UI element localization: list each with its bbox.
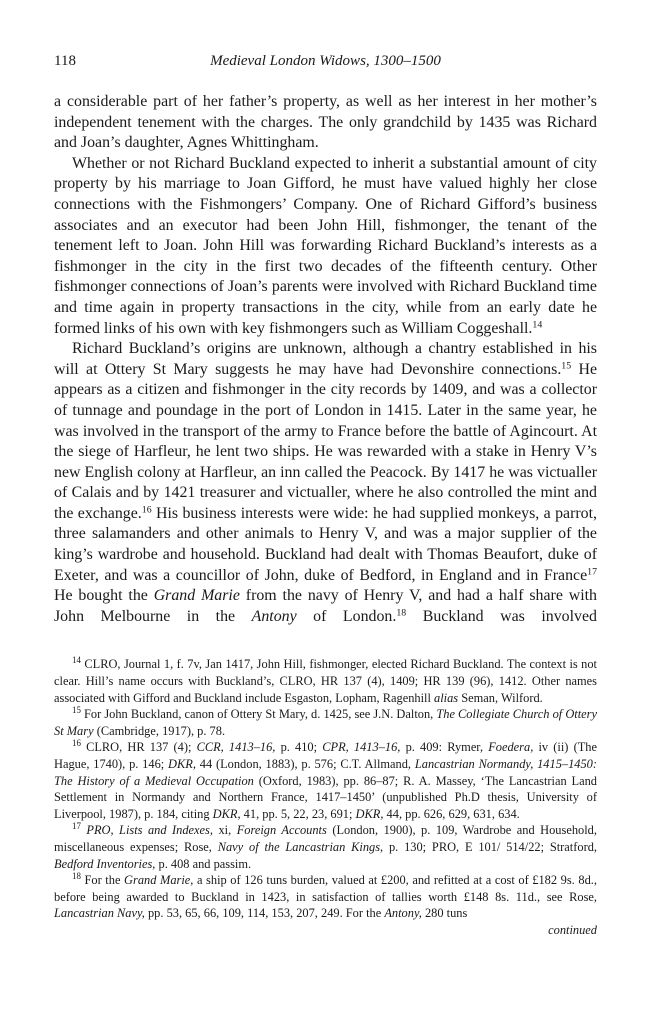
footnote-number: 17 <box>72 821 81 832</box>
ship-name: Grand Marie <box>153 587 240 605</box>
footnote: $^{16}$ CLRO, HR 137 (4); CCR, 1413–16, p. 410; CPR, 1413–16, p. 409: Rymer, Foedera, iv (ii) (The Hague, 1740), p. 146; DKR, 44 (London, 1883), p. 576; C.T. Allmand, Lancastrian Normandy, 1415–1450: The History of a Medieval Occupation (Oxford, 1983), pp. 86–87; R. A. Massey, ‘The Lancastrian Land Settlement in Normandy and Northern France, 1417–1450’ (unpublished Ph.D thesis, University of Liverpool, 1987), p. 184, citing DKR, 41, pp. 5, 22, 23, 691; DKR, 44, pp. 626, 629, 631, 634. <box>54 738 597 821</box>
paragraph-text: of London. <box>313 607 397 625</box>
paragraph: a considerable part of her father’s property, as well as her interest in her mother’s independent tenement with the charges. The only grandchild by 1435 was Richard and Joan’s daughter, Agnes Whittingham. <box>54 93 597 152</box>
footnotes <box>54 656 597 938</box>
footnote-number: 18 <box>72 871 81 882</box>
running-head <box>54 52 597 74</box>
footnote: $^{14}$ CLRO, Journal 1, f. 7v, Jan 1417, John Hill, fishmonger, elected Richard Buckland. The context is not clear. Hill’s name occurs with Buckland’s, CLRO, HR 137 (4), 1409; HR 139 (96), 1412. Other names associated with Gifford and Buckland include Esgaston, Lopham, Ragenhill alias Seman, Wilford. <box>54 655 597 705</box>
paragraph-text: Richard Buckland’s origins are unknown, although a chantry established in his will at Ottery St Mary suggests he may have had Devonshire connections. <box>54 340 597 378</box>
note-ref: 18 <box>396 607 407 619</box>
ship-name: Antony <box>251 607 297 625</box>
footnote-number: 14 <box>72 655 81 666</box>
note-ref: 16 <box>141 504 152 516</box>
note-ref: 14 <box>532 319 543 331</box>
paragraph <box>54 339 597 627</box>
footnote-number: 15 <box>72 705 81 716</box>
paragraph <box>54 154 597 339</box>
body-text <box>54 92 597 627</box>
footnote: $^{15}$ For John Buckland, canon of Ottery St Mary, d. 1425, see J.N. Dalton, The Collegiate Church of Ottery St Mary (Cambridge, 1917), p. 78. <box>54 705 597 738</box>
paragraph-text: Whether or not Richard Buckland expected to inherit a substantial amount of city property by his marriage to Joan Gifford, he must have valued highly her close connections with the Fishmongers’ Company. One of Richard Gifford’s business associates and an executor had been John Hill, fishmonger, the tenant of the tenement left to Joan. John Hill was forwarding Richard Buckland’s interests as a fishmonger in the city in the first two decades of the fifteenth century. Other fishmonger connections of Joan’s parents were involved with Richard Buckland time and time again in property transactions in the city, while from an early date he formed links of his own with key fishmongers such as William Coggeshall. <box>54 154 597 337</box>
running-title: Medieval London Widows, 1300–1500 <box>210 53 441 69</box>
footnote: $^{17}$ PRO, Lists and Indexes, xi, Foreign Accounts (London, 1900), p. 109, Wardrobe and Household, miscellaneous expenses; Rose, Navy of the Lancastrian Kings, p. 130; PRO, E 101/ 514/22; Stratford, Bedford Inventories, p. 408 and passim. <box>54 821 597 871</box>
paragraph-text: Buckland was involved <box>422 607 597 625</box>
paragraph-text: He appears as a citizen and fishmonger in the city records by 1409, and was a collector of tunnage and poundage in the port of London in 1415. Later in the same year, he was involved in the transport of the army to France before the battle of Agincourt. At the siege of Harfleur, he lent two ships. He was rewarded with a stake in Henry V’s new English colony at Harfleur, an inn called the Peacock. By 1417 he was victualler of Calais and by 1421 treasurer and victualler, where he also controlled the mint and the exchange. <box>54 360 597 522</box>
footnote: $^{18}$ For the Grand Marie, a ship of 126 tuns burden, valued at £200, and refitted at a cost of £182 9s. 8d., before being awarded to Buckland in 1423, in satisfaction of tallies worth £148 8s. 11d., see Rose, Lancastrian Navy, pp. 53, 65, 66, 109, 114, 153, 207, 249. For the Antony, 280 tuns <box>54 871 597 921</box>
note-ref: 17 <box>587 566 597 578</box>
note-ref: 15 <box>561 360 572 372</box>
page-number: 118 <box>54 53 76 69</box>
paragraph-text: He bought the <box>54 587 148 605</box>
continued-label: continued <box>548 922 597 937</box>
footnote-number: 16 <box>72 738 81 749</box>
paragraph-text: His business interests were wide: he had supplied monkeys, a parrot, three salamanders and other animals to Henry V, and was a major supplier of the king’s wardrobe and household. Buckland had dealt with Thomas Beaufort, duke of Exeter, and was a councillor of John, duke of Bedford, in England and in France <box>54 504 597 584</box>
book-page <box>54 52 597 938</box>
paragraph-text: from the navy of Henry V, and had a half share with John Melbourne in the <box>54 587 597 625</box>
